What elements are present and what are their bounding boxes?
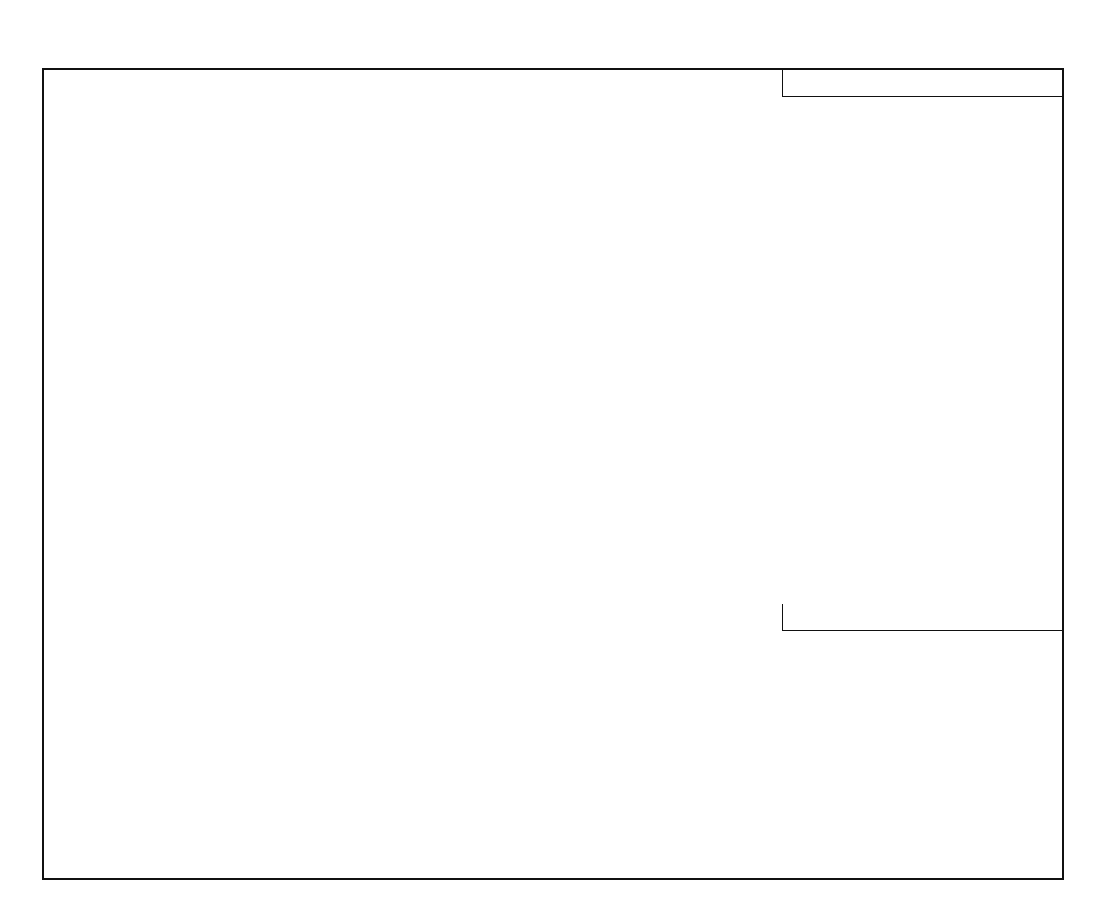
validity-box-left-77 — [782, 604, 783, 630]
validity-box-left — [782, 70, 783, 96]
validity-underline-77 — [782, 630, 1062, 631]
validity-underline — [782, 96, 1062, 97]
timetable-frame — [42, 68, 1064, 880]
